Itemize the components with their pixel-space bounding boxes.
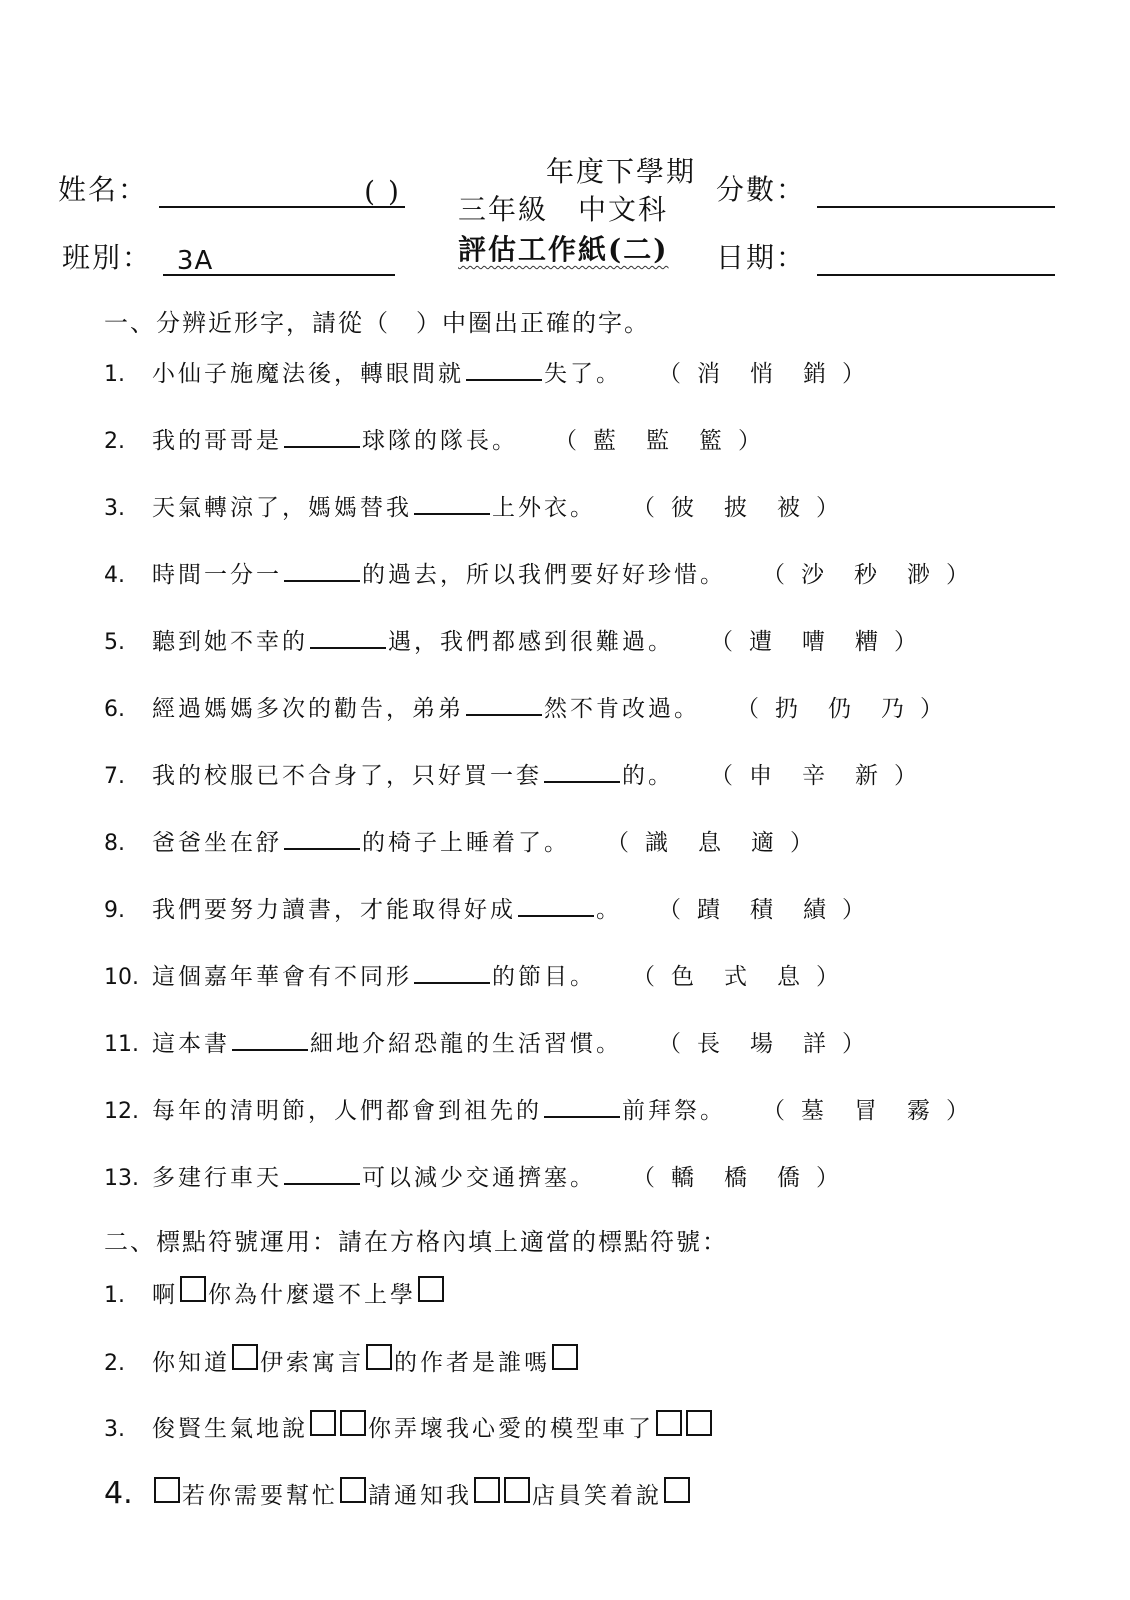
- question-text: 啊: [152, 1282, 178, 1308]
- option-character[interactable]: 悄: [750, 361, 775, 387]
- options-group: [632, 1159, 841, 1192]
- question-text-after: 失了。: [544, 361, 622, 387]
- option-character[interactable]: 僑: [777, 1165, 802, 1191]
- options-open-paren: （: [710, 763, 735, 789]
- question-text-before: 聽到她不幸的: [152, 629, 308, 655]
- answer-blank[interactable]: [284, 826, 360, 850]
- question-number: 9.: [104, 898, 125, 923]
- name-label: 姓名：: [58, 173, 149, 206]
- answer-box[interactable]: [552, 1344, 578, 1370]
- answer-box[interactable]: [366, 1344, 392, 1370]
- answer-blank[interactable]: [284, 558, 360, 582]
- answer-blank[interactable]: [414, 960, 490, 984]
- score-field: [716, 168, 1055, 208]
- answer-blank[interactable]: [310, 625, 386, 649]
- options-close-paren: ）: [920, 696, 945, 722]
- answer-blank[interactable]: [232, 1027, 308, 1051]
- answer-blank[interactable]: [544, 1094, 620, 1118]
- question-text-before: 小仙子施魔法後，轉眼間就: [152, 361, 464, 387]
- answer-blank[interactable]: [466, 357, 542, 381]
- options-group: [658, 1025, 867, 1058]
- option-character[interactable]: 申: [749, 763, 774, 789]
- options-close-paren: ）: [738, 428, 763, 454]
- options-close-paren: ）: [946, 562, 971, 588]
- question-text-before: 經過媽媽多次的勸告，弟弟: [152, 696, 464, 722]
- options-group: [632, 489, 841, 522]
- options-group: [554, 422, 763, 455]
- question-text-after: 。: [596, 897, 622, 923]
- question-text-after: 的過去，所以我們要好好珍惜。: [362, 562, 726, 588]
- option-character[interactable]: 渺: [907, 562, 932, 588]
- answer-blank[interactable]: [518, 893, 594, 917]
- answer-box[interactable]: [340, 1410, 366, 1436]
- question-text-after: 細地介紹恐龍的生活習慣。: [310, 1031, 622, 1057]
- question-text-after: 的椅子上睡着了。: [362, 830, 570, 856]
- option-character[interactable]: 沙: [801, 562, 826, 588]
- title-worksheet: 評估工作紙(二): [458, 233, 669, 266]
- question-text-after: 的節目。: [492, 964, 596, 990]
- options-group: [658, 891, 867, 924]
- option-character[interactable]: 乃: [881, 696, 906, 722]
- option-character[interactable]: 冒: [854, 1098, 879, 1124]
- score-label: 分數：: [716, 173, 807, 206]
- section2-heading: 二、標點符號運用：請在方格內填上適當的標點符號：: [104, 1228, 728, 1256]
- answer-box[interactable]: [232, 1344, 258, 1370]
- question-text-after: 球隊的隊長。: [362, 428, 518, 454]
- question-row: [104, 1092, 971, 1125]
- question-text-after: 遇，我們都感到很難過。: [388, 629, 674, 655]
- question-text-before: 我們要努力讀書，才能取得好成: [152, 897, 516, 923]
- question-row: [104, 757, 919, 790]
- options-close-paren: ）: [894, 763, 919, 789]
- question-number: 13.: [104, 1166, 139, 1191]
- options-open-paren: （: [658, 897, 683, 923]
- options-group: [606, 824, 815, 857]
- question-text: 你知道: [152, 1350, 230, 1376]
- option-character[interactable]: 蹟: [697, 897, 722, 923]
- question-text-before: 這個嘉年華會有不同形: [152, 964, 412, 990]
- question-number: 2.: [104, 1351, 125, 1376]
- punctuation-question-2: [104, 1344, 580, 1377]
- options-group: [762, 1092, 971, 1125]
- option-character[interactable]: 消: [697, 361, 722, 387]
- question-text-before: 時間一分一: [152, 562, 282, 588]
- score-line[interactable]: [817, 176, 1055, 208]
- options-group: [710, 623, 919, 656]
- option-character[interactable]: 披: [724, 495, 749, 521]
- answer-blank[interactable]: [284, 1161, 360, 1185]
- option-character[interactable]: 秒: [854, 562, 879, 588]
- question-row: [104, 623, 919, 656]
- option-character[interactable]: 息: [777, 964, 802, 990]
- option-character[interactable]: 場: [750, 1031, 775, 1057]
- question-row: [104, 422, 763, 455]
- options-close-paren: ）: [842, 361, 867, 387]
- option-character[interactable]: 墓: [801, 1098, 826, 1124]
- question-number: 6.: [104, 697, 125, 722]
- option-character[interactable]: 識: [645, 830, 670, 856]
- question-number: 5.: [104, 630, 125, 655]
- answer-box[interactable]: [474, 1477, 500, 1503]
- date-field: [716, 236, 1055, 276]
- options-open-paren: （: [736, 696, 761, 722]
- option-character[interactable]: 息: [698, 830, 723, 856]
- question-text: 你為什麼還不上學: [208, 1282, 416, 1308]
- question-number: 2.: [104, 429, 125, 454]
- question-text: 伊索寓言: [260, 1350, 364, 1376]
- option-character[interactable]: 扔: [775, 696, 800, 722]
- question-text: 你弄壞我心愛的模型車了: [368, 1416, 654, 1442]
- options-open-paren: （: [762, 562, 787, 588]
- question-number: 4.: [104, 563, 125, 588]
- question-text-after: 的。: [622, 763, 674, 789]
- question-text-after: 可以減少交通擠塞。: [362, 1165, 596, 1191]
- option-character[interactable]: 霧: [907, 1098, 932, 1124]
- question-number: 4.: [104, 1476, 133, 1511]
- options-group: [658, 355, 867, 388]
- question-text-after: 然不肯改過。: [544, 696, 700, 722]
- answer-box[interactable]: [340, 1477, 366, 1503]
- option-character[interactable]: 新: [855, 763, 880, 789]
- options-open-paren: （: [606, 830, 631, 856]
- options-close-paren: ）: [842, 897, 867, 923]
- answer-box[interactable]: [418, 1276, 444, 1302]
- answer-box[interactable]: [310, 1410, 336, 1436]
- options-open-paren: （: [632, 964, 657, 990]
- question-text-before: 每年的清明節，人們都會到祖先的: [152, 1098, 542, 1124]
- options-open-paren: （: [710, 629, 735, 655]
- question-row: [104, 824, 815, 857]
- option-character[interactable]: 長: [697, 1031, 722, 1057]
- question-text: 的作者是誰嗎: [394, 1350, 550, 1376]
- class-number-bracket: ( ): [364, 175, 401, 208]
- question-text-before: 我的校服已不合身了，只好買一套: [152, 763, 542, 789]
- answer-blank[interactable]: [466, 692, 542, 716]
- question-text-before: 多建行車天: [152, 1165, 282, 1191]
- options-open-paren: （: [658, 1031, 683, 1057]
- option-character[interactable]: 被: [777, 495, 802, 521]
- question-text-before: 我的哥哥是: [152, 428, 282, 454]
- option-character[interactable]: 彼: [671, 495, 696, 521]
- answer-blank[interactable]: [414, 491, 490, 515]
- option-character[interactable]: 仍: [828, 696, 853, 722]
- date-line[interactable]: [817, 244, 1055, 276]
- answer-box[interactable]: [504, 1477, 530, 1503]
- question-number: 10.: [104, 965, 139, 990]
- options-close-paren: ）: [894, 629, 919, 655]
- name-line[interactable]: [159, 176, 405, 208]
- option-character[interactable]: 橋: [724, 1165, 749, 1191]
- question-text-after: 上外衣。: [492, 495, 596, 521]
- options-close-paren: ）: [790, 830, 815, 856]
- question-row: [104, 1025, 867, 1058]
- options-open-paren: （: [632, 495, 657, 521]
- date-label: 日期：: [716, 241, 807, 274]
- option-character[interactable]: 辛: [802, 763, 827, 789]
- options-group: [736, 690, 945, 723]
- option-character[interactable]: 式: [724, 964, 749, 990]
- answer-box[interactable]: [664, 1477, 690, 1503]
- options-close-paren: ）: [946, 1098, 971, 1124]
- answer-blank[interactable]: [284, 424, 360, 448]
- answer-blank[interactable]: [544, 759, 620, 783]
- question-row: [104, 1159, 841, 1192]
- question-text: 俊賢生氣地說: [152, 1416, 308, 1442]
- question-row: [104, 891, 867, 924]
- option-character[interactable]: 色: [671, 964, 696, 990]
- question-number: 1.: [104, 362, 125, 387]
- options-close-paren: ）: [816, 964, 841, 990]
- question-number: 11.: [104, 1032, 139, 1057]
- question-text-before: 天氣轉涼了，媽媽替我: [152, 495, 412, 521]
- options-close-paren: ）: [842, 1031, 867, 1057]
- question-number: 7.: [104, 764, 125, 789]
- question-text-before: 爸爸坐在舒: [152, 830, 282, 856]
- question-number: 1.: [104, 1283, 125, 1308]
- answer-box[interactable]: [656, 1410, 682, 1436]
- punctuation-question-4: [104, 1476, 692, 1511]
- option-character[interactable]: 嘈: [802, 629, 827, 655]
- question-row: [104, 489, 841, 522]
- options-open-paren: （: [658, 361, 683, 387]
- question-number: 8.: [104, 831, 125, 856]
- question-row: [104, 958, 841, 991]
- answer-box[interactable]: [180, 1276, 206, 1302]
- question-text: 店員笑着說: [532, 1483, 662, 1509]
- option-character[interactable]: 轎: [671, 1165, 696, 1191]
- name-field: [58, 168, 405, 208]
- question-row: [104, 690, 945, 723]
- class-field: [62, 236, 395, 276]
- question-row: [104, 355, 867, 388]
- question-text-before: 這本書: [152, 1031, 230, 1057]
- section1-heading: 一、分辨近形字，請從（ ）中圈出正確的字。: [104, 309, 650, 337]
- options-group: [632, 958, 841, 991]
- question-number: 12.: [104, 1099, 139, 1124]
- answer-box[interactable]: [686, 1410, 712, 1436]
- options-group: [710, 757, 919, 790]
- punctuation-question-1: [104, 1276, 446, 1309]
- option-character[interactable]: 績: [803, 897, 828, 923]
- option-character[interactable]: 遭: [749, 629, 774, 655]
- option-character[interactable]: 藍: [593, 428, 618, 454]
- title-term: 年度下學期: [546, 155, 697, 188]
- question-number: 3.: [104, 1417, 125, 1442]
- question-text-after: 前拜祭。: [622, 1098, 726, 1124]
- options-open-paren: （: [762, 1098, 787, 1124]
- class-value[interactable]: 3A: [163, 246, 395, 276]
- answer-box[interactable]: [154, 1477, 180, 1503]
- option-character[interactable]: 積: [750, 897, 775, 923]
- options-open-paren: （: [632, 1165, 657, 1191]
- options-open-paren: （: [554, 428, 579, 454]
- title-grade-subject: 三年級 中文科: [458, 193, 669, 226]
- option-character[interactable]: 糟: [855, 629, 880, 655]
- question-row: [104, 556, 971, 589]
- option-character[interactable]: 監: [646, 428, 671, 454]
- punctuation-question-3: [104, 1410, 714, 1443]
- question-text: 請通知我: [368, 1483, 472, 1509]
- options-group: [762, 556, 971, 589]
- option-character[interactable]: 詳: [803, 1031, 828, 1057]
- question-text: 若你需要幫忙: [182, 1483, 338, 1509]
- option-character[interactable]: 適: [751, 830, 776, 856]
- option-character[interactable]: 籃: [699, 428, 724, 454]
- class-label: 班別：: [62, 241, 153, 274]
- option-character[interactable]: 銷: [803, 361, 828, 387]
- question-number: 3.: [104, 496, 125, 521]
- options-close-paren: ）: [816, 1165, 841, 1191]
- options-close-paren: ）: [816, 495, 841, 521]
